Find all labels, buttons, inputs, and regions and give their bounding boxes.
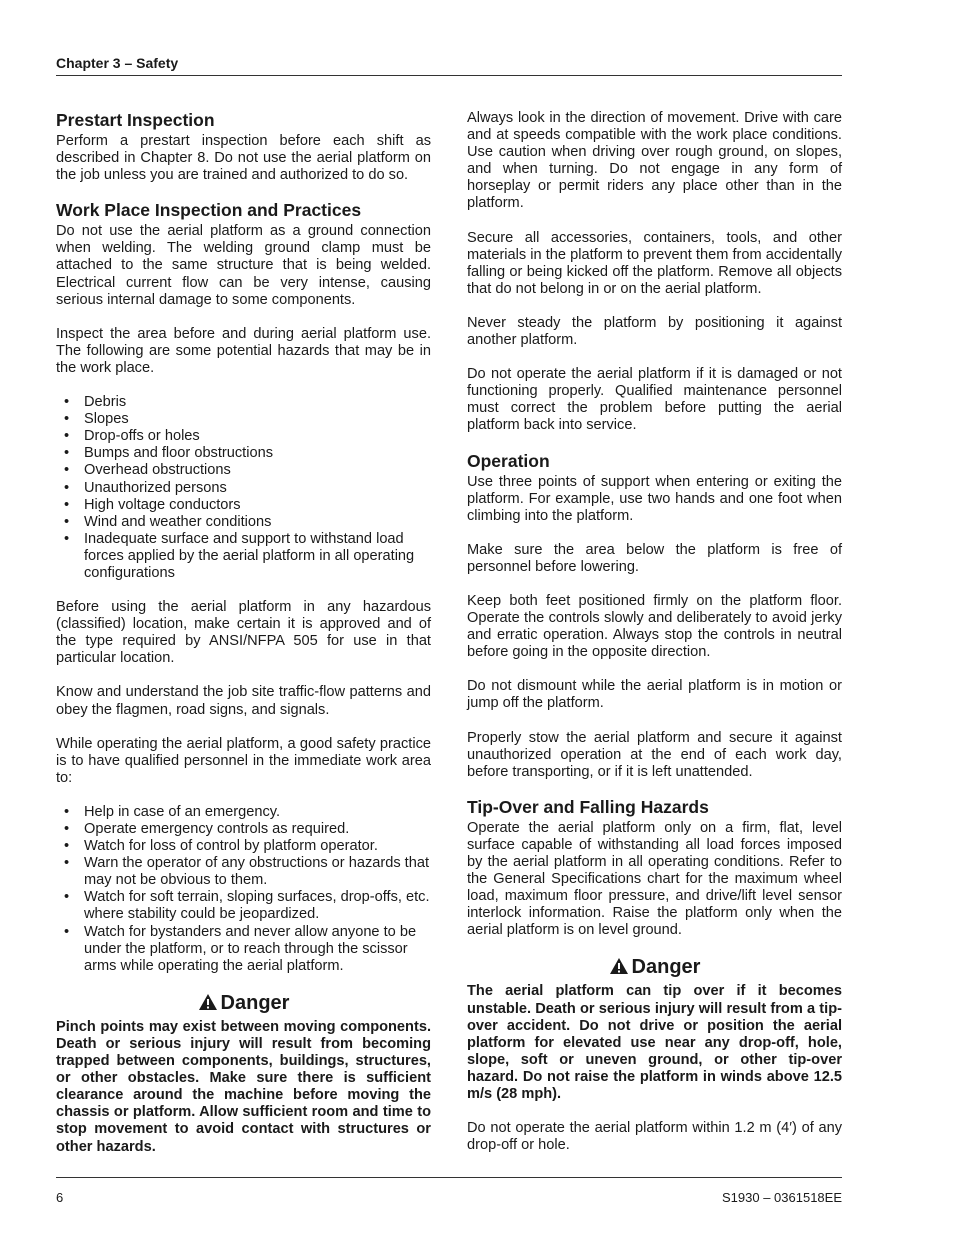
list-item: • Debris (56, 394, 431, 411)
danger-heading (467, 956, 842, 979)
right-p4: Do not operate the aerial platform if it is damaged or not functioning properly. Qualified maintenance personnel must correct the problem before putting the aerial platform back into service. (467, 366, 842, 434)
danger-text: Pinch points may exist between moving components. Death or serious injury will result from becoming trapped between components, buildings, structures, or other obstacles. Make sure there is sufficient clearance around the machine before moving the chassis or platform. Allow sufficient room and time to stop movement to avoid contact with structures or other hazards. (56, 1018, 431, 1155)
chapter-header: Chapter 3 – Safety (56, 55, 179, 71)
warning-triangle-icon (198, 993, 218, 1011)
danger-title-text: Danger (220, 991, 290, 1014)
workplace-p2: Inspect the area before and during aerial platform use. The following are some potential hazards that may be in the work place. (56, 325, 431, 376)
list-item: • Warn the operator of any obstructions or hazards that may not be obvious to them. (56, 855, 431, 889)
list-item: • Watch for bystanders and never allow anyone to be under the platform, or to reach through the scissor arms while operating the aerial platform. (56, 924, 431, 975)
list-item: • Overhead obstructions (56, 462, 431, 479)
footer-rule (56, 1177, 842, 1178)
list-item: • High voltage conductors (56, 497, 431, 514)
document-number: S1930 – 0361518EE (722, 1190, 842, 1205)
list-item: • Help in case of an emergency. (56, 804, 431, 821)
danger-heading (56, 992, 431, 1015)
operation-p4: Do not dismount while the aerial platform is in motion or jump off the platform. (467, 678, 842, 712)
danger-text: The aerial platform can tip over if it becomes unstable. Death or serious injury will result from a tip-over accident. Do not drive or position the aerial platform for elevated use near any drop-off, hole, slope, soft or uneven ground, or other tip-over hazard. Do not raise the platform in winds above 12.5 m/s (28 mph). (467, 983, 842, 1103)
operation-p1: Use three points of support when entering or exiting the platform. For example, use two hands and one foot when climbing into the platform. (467, 473, 842, 524)
hazard-list (56, 394, 431, 582)
list-item: • Watch for loss of control by platform operator. (56, 838, 431, 855)
right-p1: Always look in the direction of movement. Drive with care and at speeds compatible with the work place conditions. Use caution when driving over rough ground, on slopes, and when turning. Do not engage in any form of horseplay or permit riders any place other than in the platform. (467, 110, 842, 212)
workplace-heading: Work Place Inspection and Practices (56, 200, 362, 221)
tipover-heading: Tip-Over and Falling Hazards (467, 796, 709, 817)
right-p2: Secure all accessories, containers, tools, and other materials in the platform to prevent them from accidentally falling or being kicked off the platform. Remove all objects that do not belong in or on the aerial platform. (467, 229, 842, 297)
workplace-p5: While operating the aerial platform, a good safety practice is to have qualified personnel in the immediate work area to: (56, 735, 431, 786)
prestart-heading: Prestart Inspection (56, 110, 215, 130)
duties-list (56, 804, 431, 975)
left-column (56, 111, 431, 1173)
operation-p2: Make sure the area below the platform is free of personnel before lowering. (467, 541, 842, 575)
page-number: 6 (56, 1190, 64, 1205)
list-item: • Operate emergency controls as required. (56, 821, 431, 838)
list-item: • Unauthorized persons (56, 480, 431, 497)
list-item: • Wind and weather conditions (56, 514, 431, 531)
danger-title-text: Danger (631, 956, 701, 979)
workplace-p4: Know and understand the job site traffic-flow patterns and obey the flagmen, road signs, and signals. (56, 684, 431, 718)
prestart-text: Perform a prestart inspection before each shift as described in Chapter 8. Do not use the aerial platform on the job unless you are trained and authorized to do so. (56, 133, 431, 184)
operation-p5: Properly stow the aerial platform and secure it against unauthorized operation at the end of each work day, before transporting, or if it is left unattended. (467, 729, 842, 780)
list-item: • Watch for soft terrain, sloping surfaces, drop-offs, etc. where stability could be jeopardized. (56, 889, 431, 923)
list-item: • Bumps and floor obstructions (56, 445, 431, 462)
workplace-p3: Before using the aerial platform in any hazardous (classified) location, make certain it is approved and of the type required by ANSI/NFPA 505 for use in that particular location. (56, 599, 431, 667)
operation-p3: Keep both feet positioned firmly on the platform floor. Operate the controls slowly and deliberately to avoid jerky and erratic operation. Always stop the controls in neutral before going in the opposite direction. (467, 592, 842, 661)
right-last-paragraph: Do not operate the aerial platform within 1.2 m (4′) of any drop-off or hole. (467, 1120, 842, 1154)
operation-heading: Operation (467, 450, 550, 471)
warning-triangle-icon (609, 957, 629, 975)
workplace-p1: Do not use the aerial platform as a ground connection when welding. The welding ground clamp must be attached to the same structure that is being welded. Electrical current flow can be very intense, causing serious internal damage to some components. (56, 223, 431, 308)
header-rule (56, 75, 842, 76)
tipover-p1: Operate the aerial platform only on a firm, flat, level surface capable of withstanding all load forces imposed by the aerial platform in all operating conditions. Refer to the General Specifications chart for the maximum wheel load, maximum floor pressure, and drive/lift level sensor interlock information. Raise the platform only when the aerial platform is on level ground. (467, 819, 842, 939)
right-column (467, 110, 842, 1171)
list-item: • Inadequate surface and support to withstand load forces applied by the aerial platform in all operating configurations (56, 531, 431, 582)
list-item: • Drop-offs or holes (56, 428, 431, 445)
right-p3: Never steady the platform by positioning it against another platform. (467, 314, 842, 349)
list-item: • Slopes (56, 411, 431, 428)
